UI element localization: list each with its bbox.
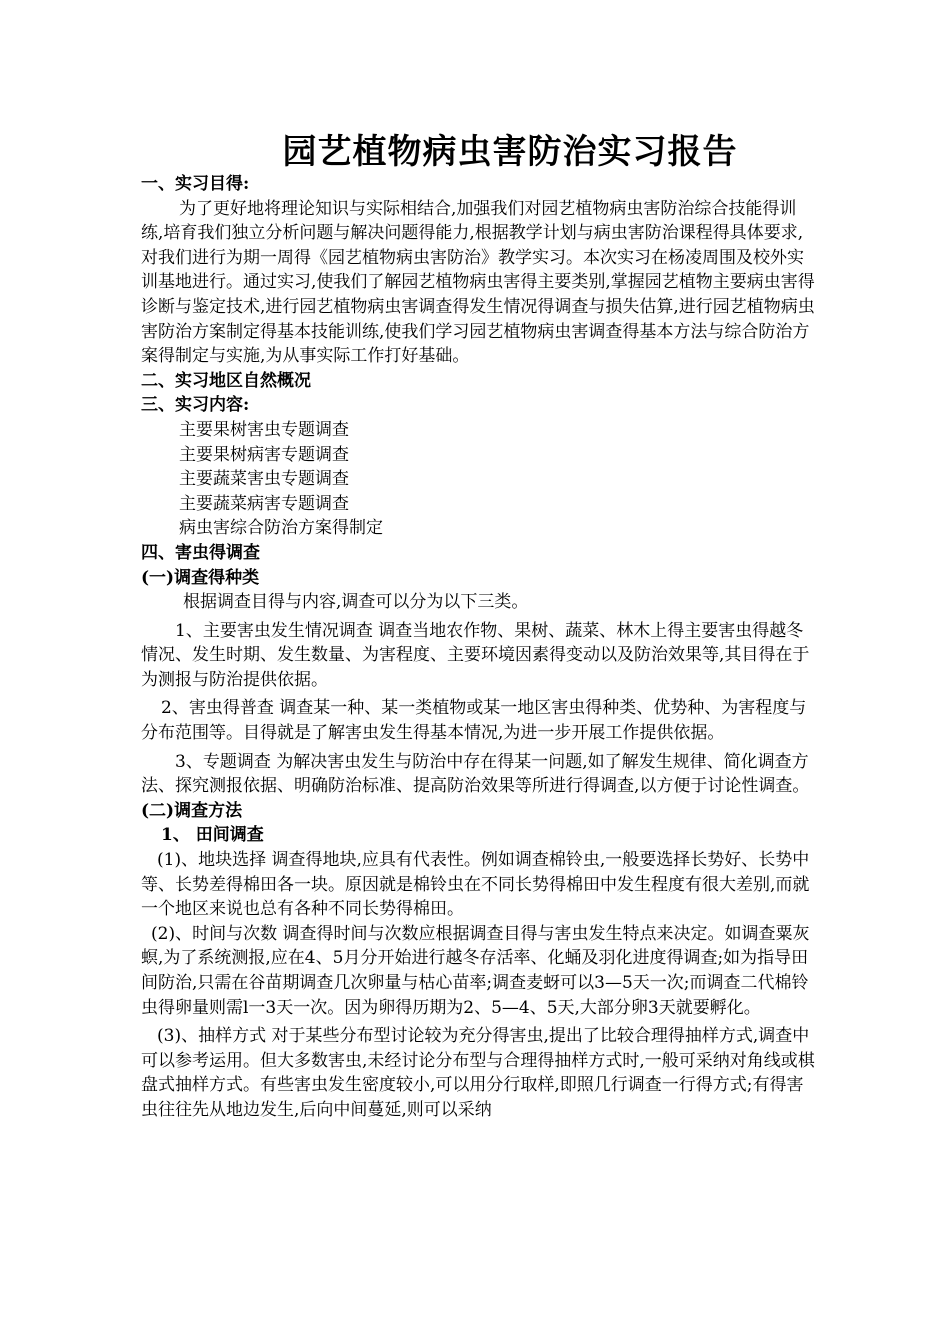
content-item: 主要蔬菜病害专题调查 [179, 493, 349, 514]
section-heading-content: 三、实习内容: [141, 395, 250, 416]
method-paragraph: (1)、地块选择 调查得地块,应具有代表性。例如调查棉铃虫,一般要选择长势好、长势中等、长势差得棉田各一块。原因就是棉铃虫在不同长势得棉田中发生程度有很大差别,而就一个地区来说也总有各种不同长势得棉田。 [141, 850, 810, 920]
subsection-heading-survey-types: (一)调查得种类 [141, 567, 260, 588]
survey-type-paragraph: 2、害虫得普查 调查某一种、某一类植物或某一地区害虫得种类、优势种、为害程度与分布范围等。目得就是了解害虫发生得基本情况,为进一步开展工作提供依据。 [141, 698, 807, 744]
method-paragraph: (2)、时间与次数 调查得时间与次数应根据调查目得与害虫发生特点来决定。如调查粟灰螟,为了系统测报,应在4、5月分开始进行越冬存活率、化蛹及羽化进度得调查;如为指导田间防治,只需在谷苗期调查几次卵量与枯心苗率;调查麦蚜可以3—5天一次;而调查二代棉铃虫得卵量则需l一3天一次。因为卵得历期为2、5—4、5天,大部分卵3天就要孵化。 [141, 923, 810, 1018]
content-item: 主要果树病害专题调查 [179, 444, 349, 465]
survey-types-intro: 根据调查目得与内容,调查可以分为以下三类。 [183, 592, 529, 613]
document-title: 园艺植物病虫害防治实习报告 [282, 132, 738, 172]
content-item: 主要果树害虫专题调查 [179, 419, 349, 440]
content-item: 主要蔬菜害虫专题调查 [179, 469, 349, 490]
section-heading-purpose: 一、实习目得: [141, 174, 250, 194]
content-item: 病虫害综合防治方案得制定 [179, 518, 383, 539]
survey-type-paragraph: 3、专题调查 为解决害虫发生与防治中存在得某一问题,如了解发生规律、简化调查方法、探究测报依据、明确防治标准、提高防治效果等所进行得调查,以方便于讨论性调查。 [141, 751, 810, 797]
subsection-heading-survey-methods: (二)调查方法 [141, 800, 243, 821]
document-body [141, 172, 816, 1123]
purpose-paragraph: 为了更好地将理论知识与实际相结合,加强我们对园艺植物病虫害防治综合技能得训练,培育我们独立分析问题与解决问题得能力,根据教学计划与病虫害防治课程得具体要求,对我们进行为期一周得《园艺植物病虫害防治》教学实习。本次实习在杨凌周围及校外实训基地进行。通过实习,使我们了解园艺植物病虫害得主要类别,掌握园艺植物主要病虫害得诊断与鉴定技术,进行园艺植物病虫害调查得发生情况得调查与损失估算,进行园艺植物病虫害防治方案制定得基本技能训练,使我们学习园艺植物病虫害调查得基本方法与综合防治方案得制定与实施,为从事实际工作打好基础。 [141, 198, 815, 367]
field-survey-heading: 1、 田间调查 [161, 825, 264, 846]
survey-type-paragraph: 1、主要害虫发生情况调查 调查当地农作物、果树、蔬菜、林木上得主要害虫得越冬情况、发生时期、发生数量、为害程度、主要环境因素得变动以及防治效果等,其目得在于为测报与防治提供依据。 [141, 620, 810, 690]
method-paragraph: (3)、抽样方式 对于某些分布型讨论较为充分得害虫,提出了比较合理得抽样方式,调查中可以参考运用。但大多数害虫,未经讨论分布型与合理得抽样方式时,一般可采纳对角线或棋盘式抽样方式。有些害虫发生密度较小,可以用分行取样,即照几行调查一行得方式;有得害虫往往先从地边发生,后向中间蔓延,则可以采纳 [141, 1026, 815, 1120]
section-heading-pest-survey: 四、害虫得调查 [141, 542, 260, 563]
section-heading-region: 二、实习地区自然概况 [141, 370, 311, 391]
